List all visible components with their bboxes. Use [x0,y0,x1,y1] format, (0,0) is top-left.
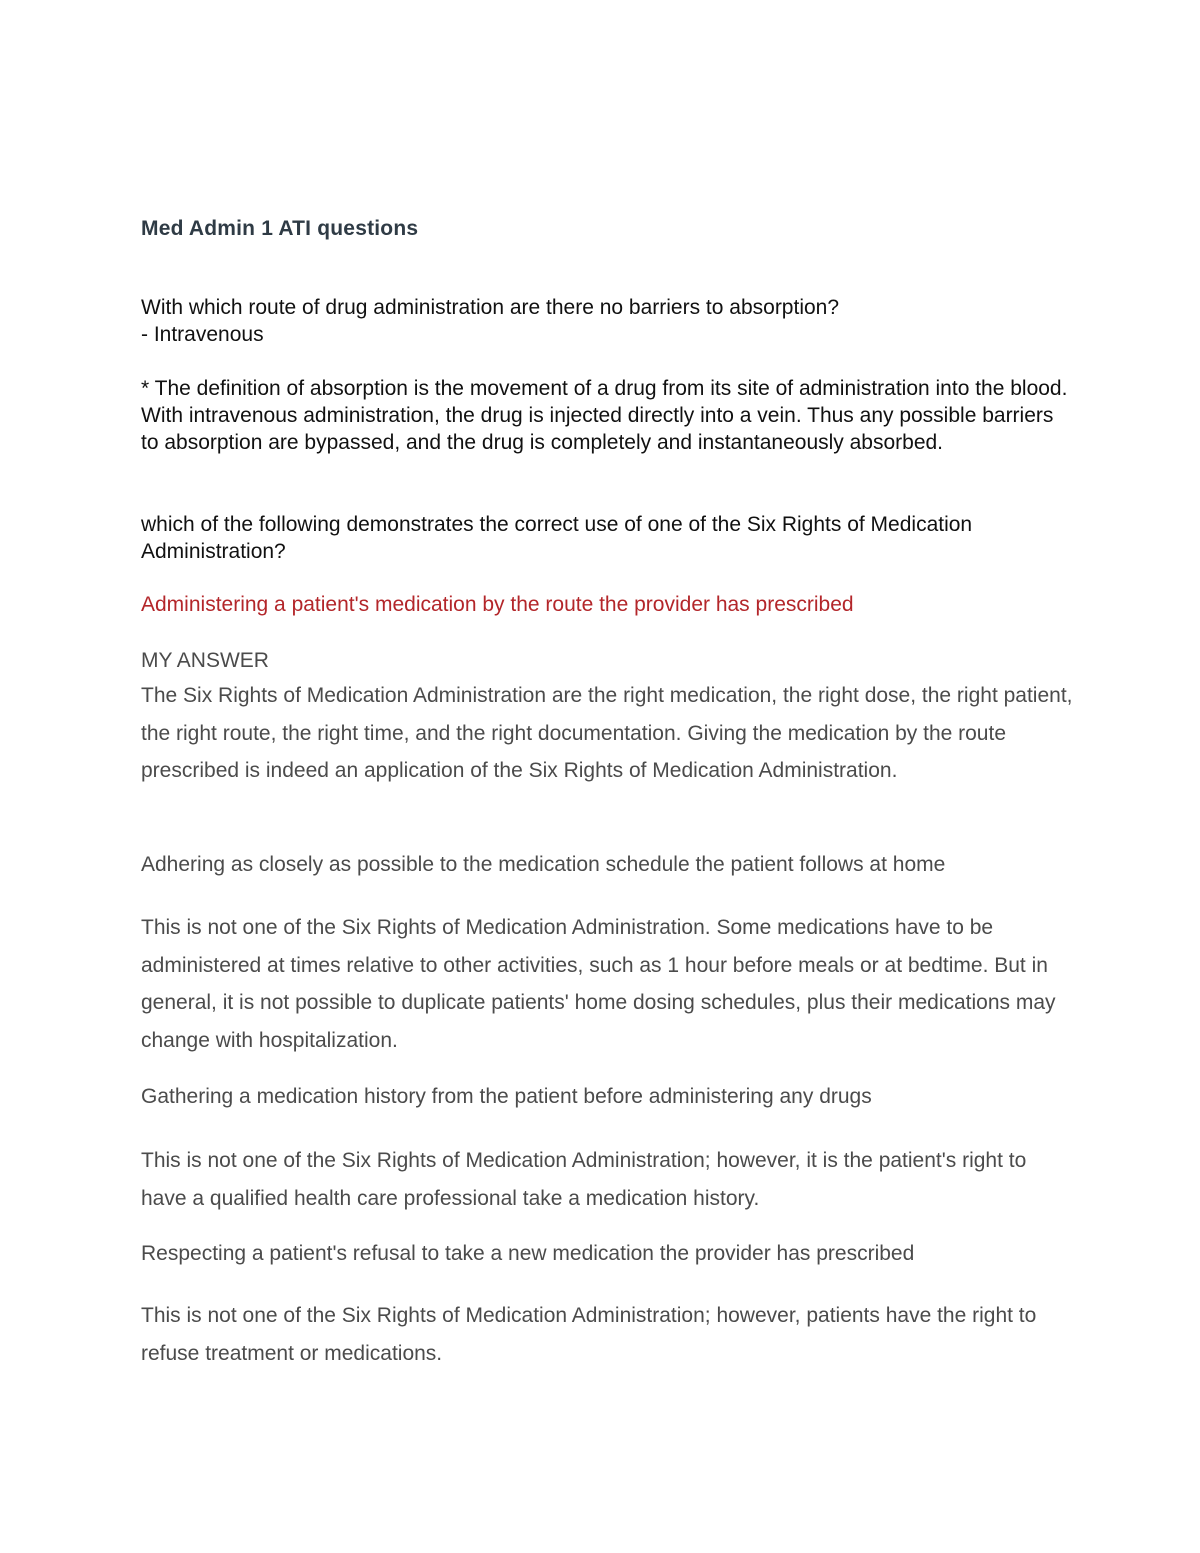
option-text: Adhering as closely as possible to the medication schedule the patient follows at home [141,853,946,876]
q1-question: With which route of drug administration are there no barriers to absorption? [141,296,840,319]
q1-explanation: * The definition of absorption is the movement of a drug from its site of administration into the blood. With intravenous administration, the drug is injected directly into a vein. Thus any possible barriers to absorption are bypassed, and the drug is completely and instantaneously absorbed. [141,377,1068,454]
q2-correct-option: Administering a patient's medication by the route the provider has prescribed [141,593,854,616]
my-answer-label: MY ANSWER [141,649,269,672]
document-page [141,0,1076,1553]
q1-answer: - Intravenous [141,323,264,346]
document-title: Med Admin 1 ATI questions [141,217,419,240]
option-text: Respecting a patient's refusal to take a new medication the provider has prescribed [141,1242,915,1265]
option-text: Gathering a medication history from the patient before administering any drugs [141,1085,872,1108]
q2-correct-rationale: The Six Rights of Medication Administration are the right medication, the right dose, the right patient, the right route, the right time, and the right documentation. Giving the medication by the route prescribed is indeed an application of the Six Rights of Medication Administration. [141,684,1073,783]
option-rationale: This is not one of the Six Rights of Medication Administration. Some medications have to be administered at times relative to other activities, such as 1 hour before meals or at bedtime. But in general, it is not possible to duplicate patients' home dosing schedules, plus their medications may change with hospitalization. [141,916,1056,1053]
option-rationale: This is not one of the Six Rights of Medication Administration; however, it is the patient's right to have a qualified health care professional take a medication history. [141,1149,1027,1210]
q2-question: which of the following demonstrates the correct use of one of the Six Rights of Medication Administration? [141,513,973,563]
option-rationale: This is not one of the Six Rights of Medication Administration; however, patients have the right to refuse treatment or medications. [141,1304,1037,1365]
